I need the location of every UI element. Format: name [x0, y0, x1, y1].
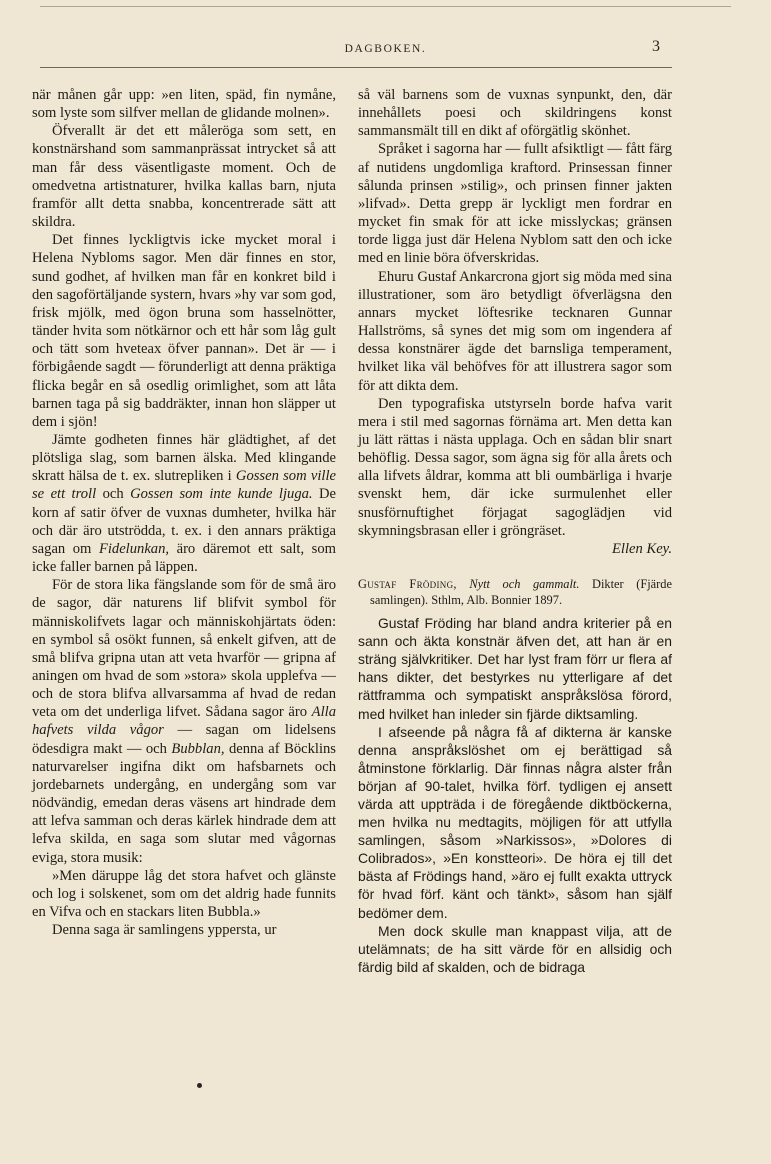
- paragraph: när månen går upp: »en liten, späd, fin nymåne, som lyste som silfver mellan de glidande molnen».: [32, 87, 336, 122]
- page-number: 3: [652, 38, 660, 55]
- italic-title: Gossen som ville se ett troll: [32, 468, 336, 503]
- review-author: Gustaf Fröding,: [358, 577, 457, 592]
- italic-title: Alla hafvets vilda vågor: [32, 704, 336, 739]
- signature: Ellen Key.: [612, 540, 672, 557]
- review-title: Nytt och gammalt.: [469, 577, 580, 592]
- italic-title: Fidelunkan,: [98, 540, 170, 557]
- italic-title: Gossen som inte kunde ljuga.: [130, 486, 313, 503]
- review-body: [358, 614, 672, 976]
- paragraph: så väl barnens som de vuxnas synpunkt, den, där innehållets poesi och skildringens konst sammansmält till en dikt af oförgätlig skönhet.: [358, 87, 672, 140]
- italic-title: Bubblan,: [171, 740, 225, 757]
- paragraph: Denna saga är samlingens yppersta, ur: [52, 922, 277, 939]
- text-run: denna af Böcklins naturvarelser ingifna dikt om hafsbarnets och jordebarnets undergång, en undergång som var nödvändig, emedan deras väsens art hindrade dem att lefva samman och deras kärlek hindrade dem att lefva skilda, en saga som slutar med vågornas eviga, stora musik:: [32, 740, 336, 866]
- paragraph: I afseende på några få af dikterna är kanske denna anspråkslöshet om ej berättigad så åtminstone förklarlig. Där finnas några alster från början af 90-talet, hvilka förf. tydligen ej ansett värda att uppträda i de föregående diktböckerna, men hvilka nu medtagits, möjligen för att utfylla samlingen, såsom »Narkissos», »Dolores di Colibrados», »En konstteori». De höra ej till det bästa af Frödings hand, »äro ej fullt exakta uttryck för hvad förf. känt och tänkt», såsom han själf bedömer dem.: [358, 723, 672, 921]
- paragraph: »Men däruppe låg det stora hafvet och glänste och log i solskenet, som om det aldrig hade funnits en Vifva och en stackars liten Bubbla.»: [32, 867, 336, 921]
- paragraph: Språket i sagorna har — fullt afsiktligt — fått färg af nutidens ungdomliga kraftord. Prinsessan finner sålunda prinsen »stilig», och prinsen finner jakten »lifvad». Detta grepp är lyckligt men fordrar en mycket fin smak för att icke misslyckas; gränsen torde ligga just där Helena Nyblom satt den och icke med en linie böra öfverskridas.: [358, 141, 672, 267]
- paragraph: Den typografiska utstyrseln borde hafva varit mera i stil med sagornas förnäma art. Men detta kan ju lätt rättas i nästa upplaga. Och en sådan blir snart behöflig. Dessa sagor, som ägna sig för alla årets och alla lifvets åldrar, komma att bli oumbärliga i hvarje svenskt hem, där icke surmulenhet eller snusförnuftighet förjagat sagoglädjen vid skymningsbrasan eller i gröngräset.: [358, 395, 672, 539]
- running-head: DAGBOKEN.: [344, 43, 427, 55]
- text-run: För de stora lika fängslande som för de små äro de sagor, där naturens lif blifvit symbol för människolifvets lagar och människohjärtats öden: en symbol så osökt funnen, så enkelt gifven, att de små blifva gripna utan att veta hvarför — gripna af aningen om hvad de som »stora» skola upplefva — och de stora blifva allvarsamma af hvad de redan veta om det underliga lifvet. Sådana sagor äro: [32, 577, 336, 721]
- left-column: [32, 86, 336, 939]
- review-heading: [358, 576, 672, 608]
- header-rule: [40, 67, 672, 68]
- right-column: [358, 86, 672, 976]
- paragraph: Det finnes lyckligtvis icke mycket moral i Helena Nybloms sagor. Men där finnes en stor, sund godhet, af hvilken man får en konkret bild i den sagoförtäljande systern, hvars »hy var som god, frisk mjölk, med ögon bruna som hasselnötter, tänder hvita som nötkärnor och ett hår som låg gult och tätt som hveteax öfver pannan». Det är — i förbigående sagdt — förunderligt att denna präktiga flicka begår en så osedlig orimlighet, som att låta barnen taga på sig baddräkter, innan hon släpper ut dem i sjön!: [32, 232, 336, 430]
- paragraph: [32, 431, 336, 576]
- bottom-dot-mark: [197, 1083, 202, 1088]
- text-run: — sagan om lidelsens ödesdigra makt — och: [32, 722, 336, 757]
- text-run: Jämte godheten finnes här glädtighet, af det plötsliga slag, som barnen älska. Med klingande skratt hälsa de t. ex. slutrepliken i: [32, 431, 336, 485]
- paragraph: Men dock skulle man knappast vilja, att de utelämnats; de ha sitt värde för en allsidig och färdig bild af skalden, och de bidraga: [358, 922, 672, 975]
- paragraph: Öfverallt är det ett måleröga som sett, en konstnärshand som sammanprässat intrycket så att man får dess väsentligaste moment. Och de omedvetna artistnaturer, hvilka kallas barn, njuta framför allt detta snabba, koncentrerade sätt att skildra.: [32, 123, 336, 231]
- text-run: och: [96, 486, 131, 503]
- paragraph: Gustaf Fröding har bland andra kriterier på en sann och äkta konstnär äfven det, att han är en sträng självkritiker. Det har lyst fram förr ur flera af hans dikter, det bestyrkes nu ytterligare af det rättframma och sympatiskt anspråkslösa förord, med hvilket han inleder sin fjärde diktsamling.: [358, 615, 672, 722]
- paragraph: Ehuru Gustaf Ankarcrona gjort sig möda med sina illustrationer, som äro betydligt öfverlägsna den annars mycket löftesrike tecknaren Gunnar Hallströms, så synes det mig som om ingendera af dessa konstnärer ägde det barnsliga temperament, hvilket lika väl behöfves för att illustrera sagor som för att dikta dem.: [358, 268, 672, 394]
- text-run: äro däremot ett salt, som icke faller barnen på läppen.: [32, 540, 336, 576]
- review-bibliographic: Dikter (Fjärde samlingen). Sthlm, Alb. Bonnier 1897.: [370, 577, 672, 608]
- text-run: De korn af satir öfver de vuxnas dumheter, hvilka här och där äro utströdda, t. ex. i den annars präktiga sagan om: [32, 486, 336, 557]
- paragraph: [32, 576, 336, 867]
- top-edge-rule: [40, 6, 731, 7]
